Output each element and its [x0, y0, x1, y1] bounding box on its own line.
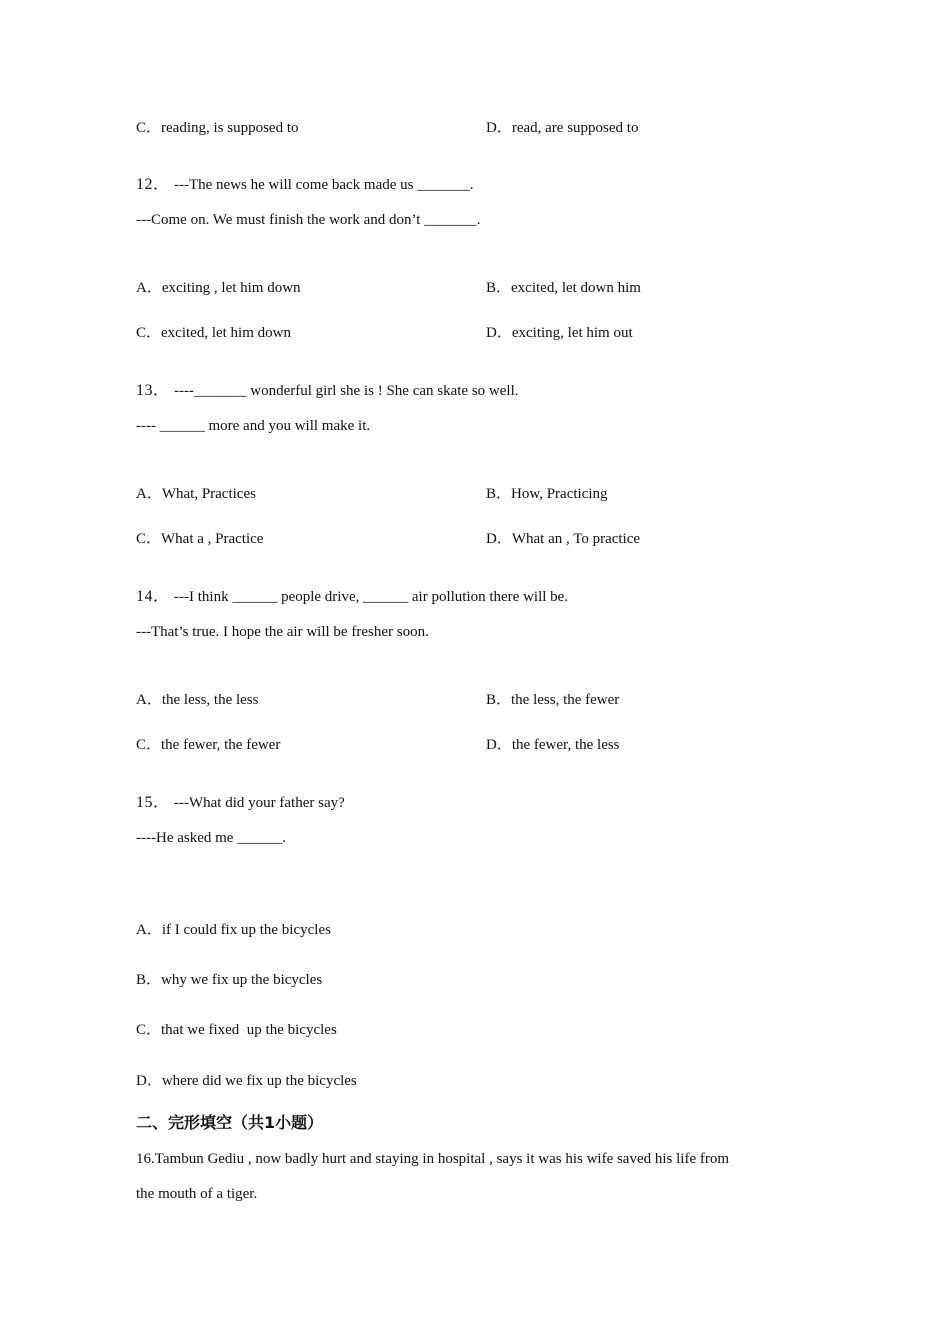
- q16-line1: 16.Tambun Gediu , now badly hurt and staying in hospital , says it was his wife saved his life from: [136, 1151, 730, 1167]
- q13-number: 13．: [136, 382, 170, 399]
- q15-line1: ---What did your father say?: [174, 795, 345, 811]
- q12-option-b: B．excited, let down him: [486, 280, 641, 296]
- q16-line2: the mouth of a tiger.: [136, 1186, 258, 1202]
- q14-option-a: A．the less, the less: [136, 692, 259, 708]
- q15-number: 15．: [136, 794, 170, 811]
- q12-number: 12．: [136, 176, 170, 193]
- q15-option-c: C．that we fixed up the bicycles: [136, 1022, 337, 1038]
- q15-option-b: B．why we fix up the bicycles: [136, 972, 323, 988]
- q15-line2: ----He asked me ______.: [136, 830, 286, 846]
- q12-line1: ---The news he will come back made us _______.: [174, 177, 474, 193]
- q15-option-a: A．if I could fix up the bicycles: [136, 922, 331, 938]
- q11-option-d: D．read, are supposed to: [486, 120, 639, 136]
- q13-option-d: D．What an , To practice: [486, 531, 641, 547]
- q13-option-b: B．How, Practicing: [486, 486, 608, 502]
- q13-option-c: C．What a , Practice: [136, 531, 264, 547]
- q14-option-b: B．the less, the fewer: [486, 692, 620, 708]
- q14-line1: ---I think ______ people drive, ______ air pollution there will be.: [174, 589, 569, 605]
- q13-line1: ----_______ wonderful girl she is ! She can skate so well.: [174, 383, 519, 399]
- q12-line2: ---Come on. We must finish the work and don’t _______.: [136, 212, 481, 228]
- q13-option-a: A．What, Practices: [136, 486, 256, 502]
- section-heading-cloze: 二、完形填空（共1小题）: [136, 1113, 324, 1132]
- q11-option-c: C．reading, is supposed to: [136, 120, 299, 136]
- q14-line2: ---That’s true. I hope the air will be fresher soon.: [136, 624, 429, 640]
- q14-number: 14．: [136, 588, 170, 605]
- q12-option-a: A．exciting , let him down: [136, 280, 301, 296]
- q12-option-d: D．exciting, let him out: [486, 325, 633, 341]
- q13-line2: ---- ______ more and you will make it.: [136, 418, 371, 434]
- q14-option-c: C．the fewer, the fewer: [136, 737, 281, 753]
- q14-option-d: D．the fewer, the less: [486, 737, 620, 753]
- q12-option-c: C．excited, let him down: [136, 325, 291, 341]
- q15-option-d: D．where did we fix up the bicycles: [136, 1073, 357, 1089]
